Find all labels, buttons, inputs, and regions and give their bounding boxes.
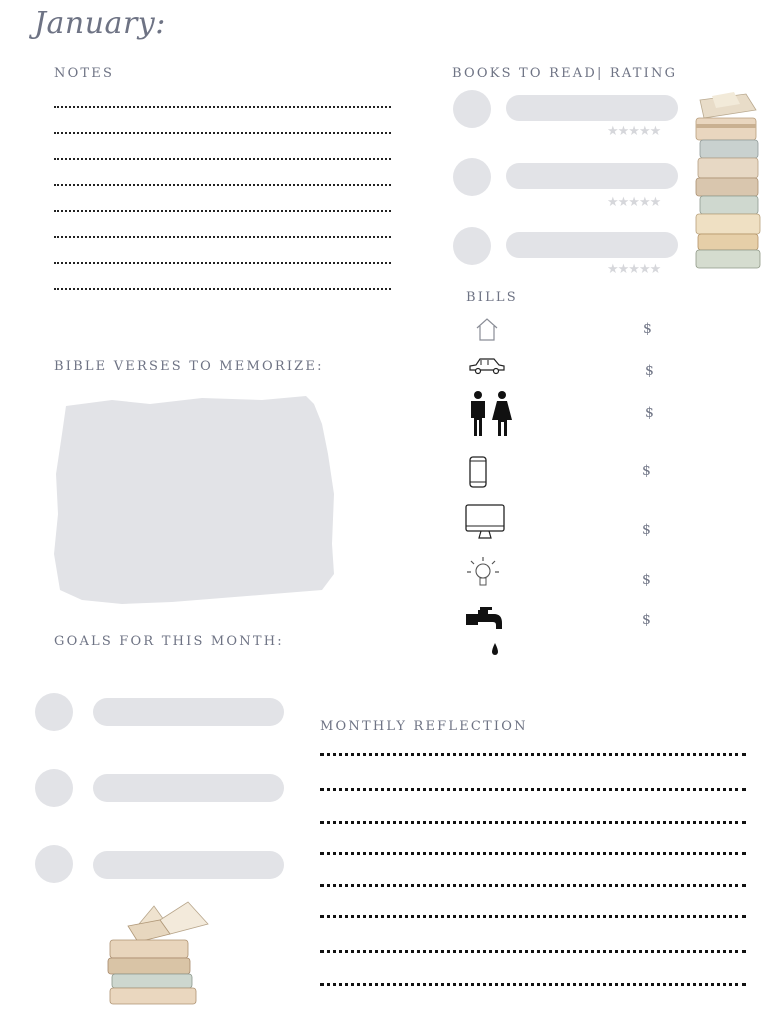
book-title-field[interactable]	[506, 163, 678, 189]
reflection-line[interactable]	[320, 788, 746, 791]
bills-heading: BILLS	[466, 290, 518, 305]
bill-amount[interactable]: $	[645, 405, 654, 421]
book-title-field[interactable]	[506, 95, 678, 121]
house-icon	[474, 316, 500, 342]
reflection-line[interactable]	[320, 915, 746, 918]
verses-writing-box[interactable]	[52, 394, 338, 608]
note-line[interactable]	[54, 236, 391, 238]
books-heading: BOOKS TO READ| RATING	[452, 66, 678, 81]
bill-amount[interactable]: $	[642, 463, 651, 479]
page-title: January:	[34, 6, 166, 41]
bill-amount[interactable]: $	[642, 572, 651, 588]
book-title-field[interactable]	[506, 232, 678, 258]
goals-heading: GOALS FOR THIS MONTH:	[54, 634, 284, 649]
goal-checkbox[interactable]	[35, 693, 73, 731]
lightbulb-icon	[466, 555, 500, 591]
book-checkbox[interactable]	[453, 227, 491, 265]
goal-field[interactable]	[93, 698, 284, 726]
notes-heading: NOTES	[54, 66, 115, 81]
book-stack-illustration	[694, 92, 770, 270]
note-line[interactable]	[54, 184, 391, 186]
goal-field[interactable]	[93, 851, 284, 879]
note-line[interactable]	[54, 262, 391, 264]
note-line[interactable]	[54, 210, 391, 212]
note-line[interactable]	[54, 106, 391, 108]
reflection-heading: MONTHLY REFLECTION	[320, 719, 528, 734]
bill-amount[interactable]: $	[645, 363, 654, 379]
open-book-illustration	[104, 900, 214, 1010]
verses-heading: BIBLE VERSES TO MEMORIZE:	[54, 359, 324, 374]
book-checkbox[interactable]	[453, 90, 491, 128]
phone-icon	[469, 456, 487, 488]
note-line[interactable]	[54, 288, 391, 290]
reflection-line[interactable]	[320, 821, 746, 824]
people-icon	[467, 390, 515, 438]
bill-amount[interactable]: $	[643, 321, 652, 337]
reflection-line[interactable]	[320, 983, 746, 986]
book-rating-stars[interactable]: ★★★★★	[607, 124, 661, 139]
bill-amount[interactable]: $	[642, 522, 651, 538]
bill-amount[interactable]: $	[642, 612, 651, 628]
goal-field[interactable]	[93, 774, 284, 802]
reflection-line[interactable]	[320, 753, 746, 756]
goal-checkbox[interactable]	[35, 845, 73, 883]
book-checkbox[interactable]	[453, 158, 491, 196]
goal-checkbox[interactable]	[35, 769, 73, 807]
computer-icon	[465, 504, 505, 540]
reflection-line[interactable]	[320, 950, 746, 953]
note-line[interactable]	[54, 132, 391, 134]
reflection-line[interactable]	[320, 852, 746, 855]
book-rating-stars[interactable]: ★★★★★	[607, 195, 661, 210]
faucet-icon	[466, 605, 506, 657]
car-icon	[468, 356, 506, 376]
note-line[interactable]	[54, 158, 391, 160]
reflection-line[interactable]	[320, 884, 746, 887]
book-rating-stars[interactable]: ★★★★★	[607, 262, 661, 277]
